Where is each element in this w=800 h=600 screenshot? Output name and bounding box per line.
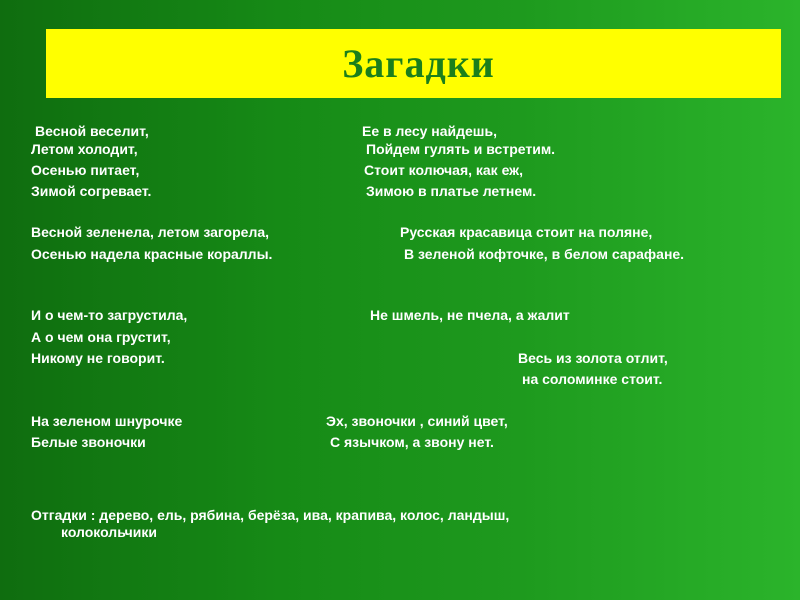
riddle-3-right-line-1: Не шмель, не пчела, а жалит: [370, 307, 570, 323]
riddle-2-right-line-1: Русская красавица стоит на поляне,: [400, 224, 653, 240]
riddle-4-left-line-1: На зеленом шнурочке: [31, 413, 183, 429]
riddle-4-right-line-2: С язычком, а звону нет.: [330, 434, 494, 450]
slide-title: Загадки: [342, 41, 495, 86]
riddle-3-left-line-3: Никому не говорит.: [31, 350, 165, 366]
riddle-1-right-line-2: Пойдем гулять и встретим.: [366, 141, 556, 157]
riddle-4-left-line-2: Белые звоночки: [31, 434, 146, 450]
riddle-3-right-line-2: Весь из золота отлит,: [518, 350, 668, 366]
answers-line-2: колокольчики: [61, 524, 157, 540]
riddle-1-left-line-3: Осенью питает,: [31, 162, 140, 178]
riddle-2-left-line-1: Весной зеленела, летом загорела,: [31, 224, 270, 240]
riddle-1-right-line-1: Ее в лесу найдешь,: [362, 123, 497, 139]
riddle-4-right-line-1: Эх, звоночки , синий цвет,: [326, 413, 508, 429]
riddle-3-right-line-3: на соломинке стоит.: [522, 371, 663, 387]
title-bar: [46, 29, 781, 98]
riddle-2-right-line-2: В зеленой кофточке, в белом сарафане.: [404, 246, 685, 262]
riddle-1-right-line-4: Зимою в платье летнем.: [366, 183, 537, 199]
riddle-1-left-line-2: Летом холодит,: [31, 141, 138, 157]
answers-line-1: Отгадки : дерево, ель, рябина, берёза, ива, крапива, колос, ландыш,: [31, 507, 510, 523]
riddle-3-left-line-2: А о чем она грустит,: [31, 329, 171, 345]
riddle-1-right-line-3: Стоит колючая, как еж,: [364, 162, 523, 178]
riddle-1-left-line-4: Зимой согревает.: [31, 183, 152, 199]
riddle-1-left-line-1: Весной веселит,: [35, 123, 149, 139]
riddle-3-left-line-1: И о чем-то загрустила,: [31, 307, 188, 323]
riddle-2-left-line-2: Осенью надела красные кораллы.: [31, 246, 273, 262]
